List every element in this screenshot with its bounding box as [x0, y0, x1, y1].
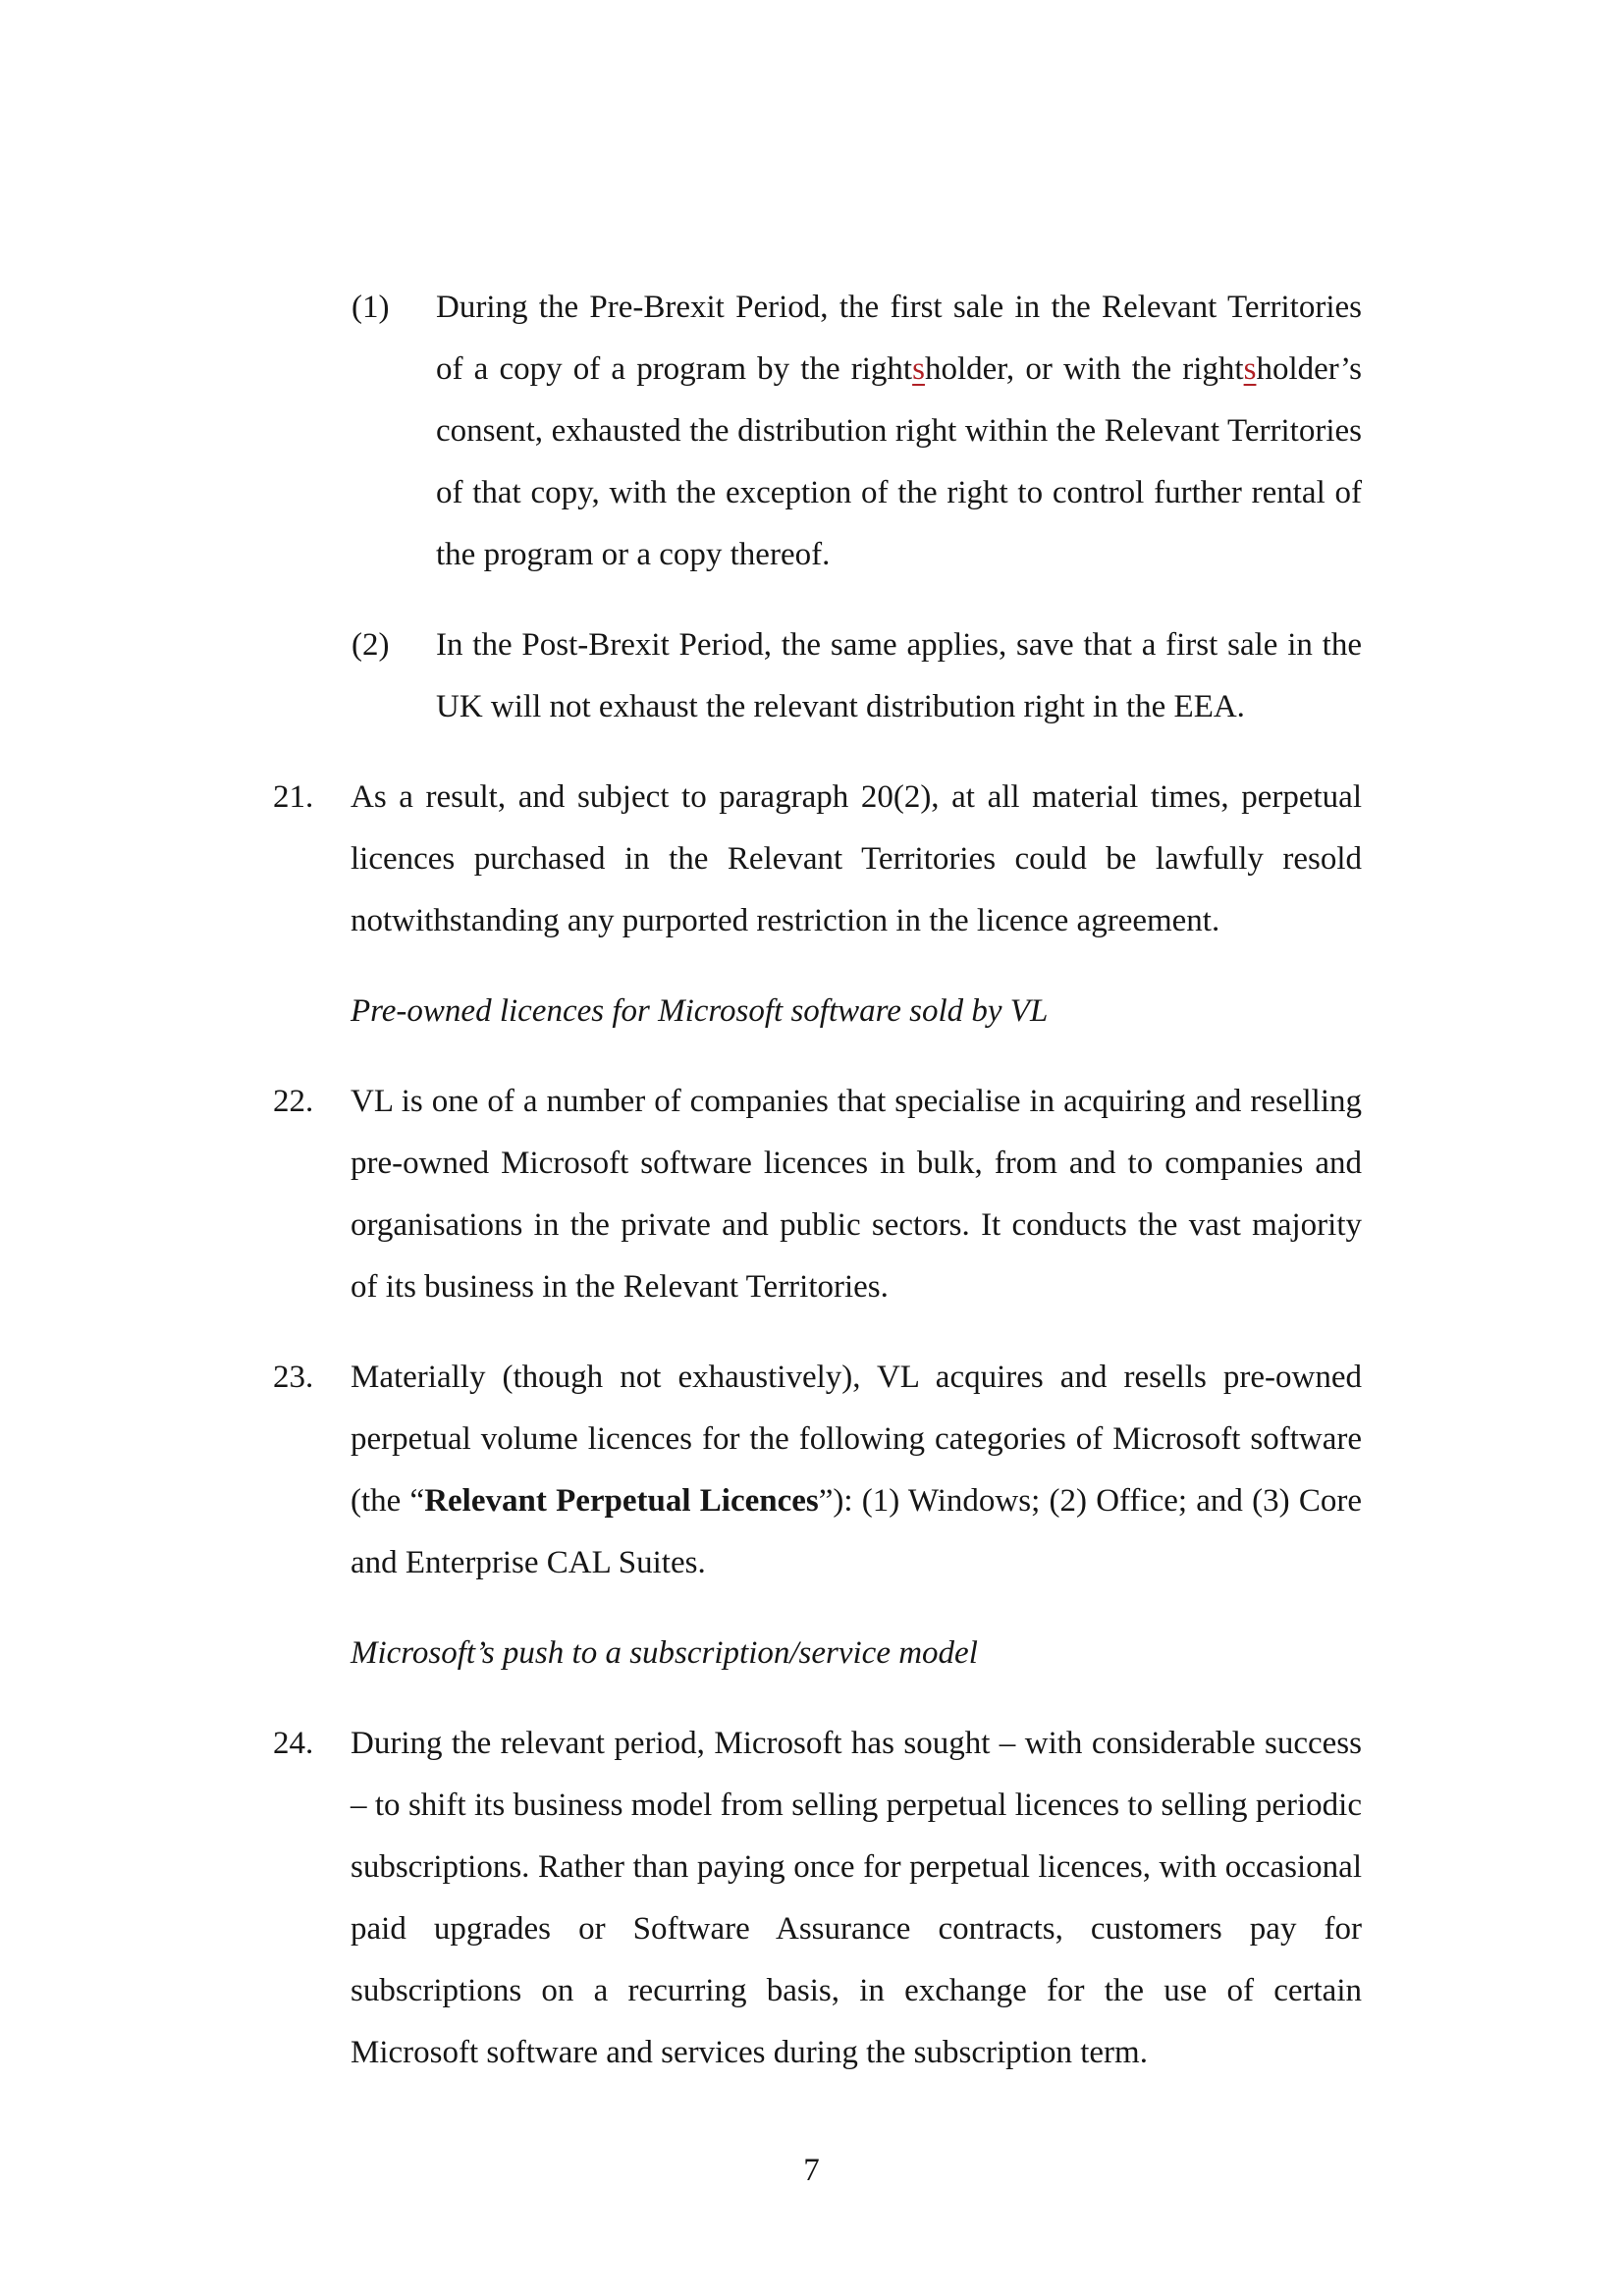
paragraph-number: 23. [273, 1360, 314, 1395]
section-heading [351, 1623, 1362, 1684]
page-footer [0, 2140, 1623, 2202]
text-run: During the relevant period, Microsoft has sought – with considerable success – to shift its business model from selling perpetual licences to selling periodic subscriptions. Rather than paying once for perpetual licences, with occasional paid upgrades or Software Assurance contracts, customers pay for subscriptions on a recurring basis, in exchange for the use of certain Microsoft software and services during the subscription term. [351, 1726, 1362, 2070]
text-run: VL is one of a number of companies that specialise in acquiring and reselling pre-owned Microsoft software licences in bulk, from and to companies and organisations in the private and public sectors. It conducts the vast majority of its business in the Relevant Territories. [351, 1084, 1362, 1305]
paragraph-block [273, 1347, 1362, 1594]
paragraph-block [273, 767, 1362, 952]
paragraph-text [436, 277, 1362, 586]
paragraph-block [273, 1713, 1362, 2084]
bold-text: Relevant Perpetual Licences [424, 1483, 819, 1519]
document-content [273, 277, 1362, 2084]
paragraph-text [351, 1713, 1362, 2084]
inserted-text: s [1243, 351, 1257, 387]
text-run: Pre-owned licences for Microsoft software sold by VL [351, 993, 1049, 1029]
paragraph-text [436, 614, 1362, 738]
paragraph-number: 21. [273, 779, 314, 815]
text-run: holder, or with the right [924, 351, 1244, 387]
subparagraph-marker: (2) [352, 627, 390, 663]
paragraph-number: 22. [273, 1084, 314, 1119]
paragraph-text [351, 767, 1362, 952]
subparagraph-block [352, 277, 1362, 586]
text-run: As a result, and subject to paragraph 20(2), at all material times, perpetual licences purchased in the Relevant Territories could be lawfully resold notwithstanding any purported restriction in the licence agreement. [351, 779, 1362, 938]
inserted-text: s [912, 351, 925, 387]
text-run: Materially (though not exhaustively), VL acquires and resells pre-owned perpetual volume licences for the following categories of Microsoft software (the “ [351, 1360, 1362, 1519]
paragraph-number: 24. [273, 1726, 314, 1761]
text-run: During the Pre-Brexit Period, the first sale in the Relevant Territories of a copy of a program by the right [436, 290, 1362, 387]
subparagraph-marker: (1) [352, 290, 390, 325]
subparagraph-block [352, 614, 1362, 738]
text-run: holder’s consent, exhausted the distribution right within the Relevant Territories of that copy, with the exception of the right to control further rental of the program or a copy thereof. [436, 351, 1362, 572]
section-heading [351, 981, 1362, 1042]
paragraph-text [351, 1347, 1362, 1594]
paragraph-text [351, 1071, 1362, 1318]
text-run: ”): (1) Windows; (2) Office; and (3) Core and Enterprise CAL Suites. [351, 1483, 1363, 1580]
page-number: 7 [803, 2153, 820, 2188]
text-run: In the Post-Brexit Period, the same applies, save that a first sale in the UK will not exhaust the relevant distribution right in the EEA. [436, 627, 1362, 724]
paragraph-block [273, 1071, 1362, 1318]
text-run: Microsoft’s push to a subscription/service model [351, 1635, 978, 1671]
